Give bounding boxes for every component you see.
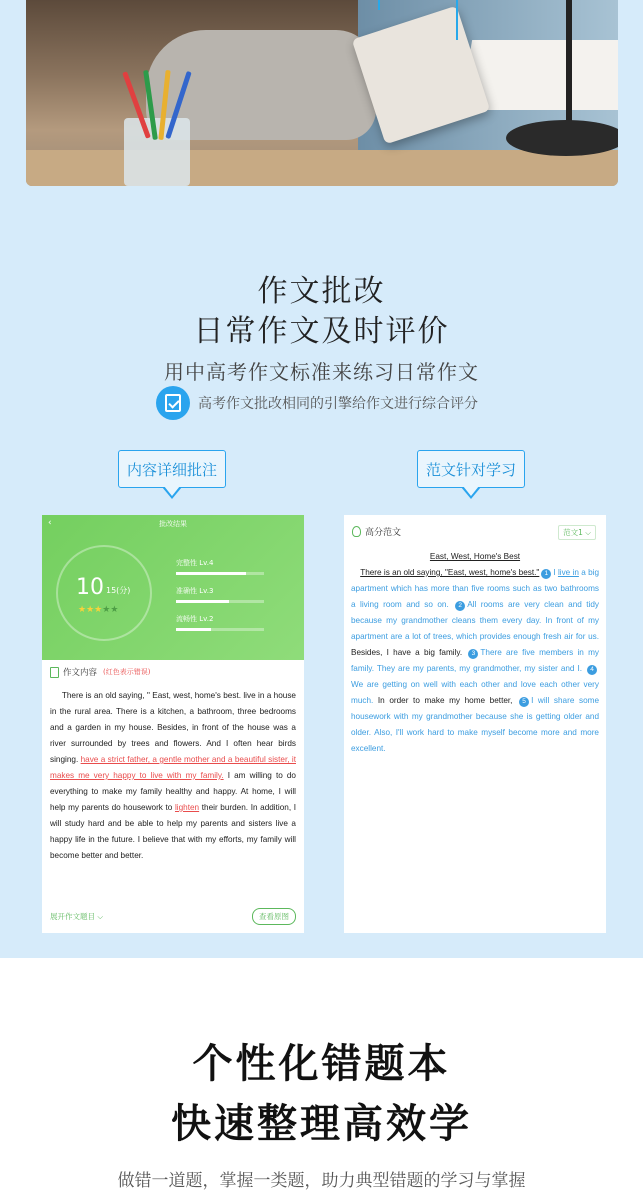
back-icon[interactable]: ‹ xyxy=(48,518,52,528)
feature-text: 高考作文批改相同的引擎给作文进行综合评分 xyxy=(198,396,478,412)
metric-label: 完整性 Lv.4 xyxy=(176,559,214,567)
section2-subtitle: 做错一道题，掌握一类题，助力典型错题的学习与掌握 xyxy=(117,1171,526,1191)
model-essay-header: 高分范文 xyxy=(352,525,401,538)
bubble-annotation: 内容详细批注 xyxy=(118,450,226,488)
annotation-marker[interactable]: 4 xyxy=(587,665,597,675)
annotation-marker[interactable]: 1 xyxy=(541,569,551,579)
score-max: 15(分) xyxy=(106,586,131,595)
chevron-down-icon: ⌵ xyxy=(97,912,104,921)
content-title: 作文内容 xyxy=(63,668,98,678)
content-header xyxy=(50,666,296,678)
essay-title: East, West, Home's Best xyxy=(429,552,521,561)
grading-result-screen xyxy=(42,515,304,933)
content-note: (红色表示错误) xyxy=(103,668,151,676)
section2-title-line1: 个性化错题本 xyxy=(192,1041,451,1087)
metric-bar xyxy=(176,572,264,575)
feature-row xyxy=(156,386,478,420)
section-subtitle: 用中高考作文标准来练习日常作文 xyxy=(164,360,479,384)
check-doc-icon xyxy=(156,386,190,420)
star-icon: ★ xyxy=(94,605,103,615)
model-essay-screen xyxy=(344,515,606,933)
error-highlight[interactable]: lighten xyxy=(174,803,200,812)
metric-bar xyxy=(176,628,264,631)
star-icon: ★ xyxy=(86,605,95,615)
expand-topic-link[interactable]: 展开作文题目 ⌵ xyxy=(50,912,104,921)
metric-label: 准确性 Lv.3 xyxy=(176,587,214,595)
section-title-line2: 日常作文及时评价 xyxy=(193,314,450,349)
section-title-line1: 作文批改 xyxy=(257,274,386,309)
bulb-icon xyxy=(352,526,361,537)
bubble-model-essay: 范文针对学习 xyxy=(417,450,525,488)
hero-photo xyxy=(26,0,618,186)
model-essay-text: East, West, Home's Best There is an old saying, "East, west, home's best." 1 I live in a big apartment which has more than five rooms such as two bathrooms a living room and so on. 2 All rooms are very clean and tidy because my grandmother cleans them every day. In front of my apartment are a lot of trees, which provides enough fresh air for us. Besides, I have a big family. 3 There are five members in my family. They are my parents, my grandmother, my sister and I. 4We are getting on well with each other and love each other very much. In order to make my home better, 5 I will share some housework with my grandmother because she is getting older and older. Also, I'll work hard to make myself become more and more excellent. xyxy=(351,549,599,757)
essay-text: There is an old saying, " East, west, home's best. live in a house in the rural area. There is a kitchen, a bathroom, three bedrooms and a garden in my house. Besides, in front of the house was a river surrounded by trees and flowers. And I often hear birds singing. have a strict father, a gentle mother and a beautiful sister, it makes me very happy to live with my family. I am willing to do everything to make my family healthy and happy. At home, I will help my parents do housework to lighten their burden. In addition, I will study hard and be able to help my parents and sisters live a happy life in the future. I believe that with my efforts, my family will become better and better. xyxy=(50,691,296,860)
star-icon: ★ xyxy=(102,605,111,615)
score-panel xyxy=(42,515,304,660)
annotation-marker[interactable]: 5 xyxy=(519,697,529,707)
document-icon xyxy=(50,667,59,678)
error-highlight[interactable]: have a strict father, a gentle mother and a beautiful sister, it makes me very happy to live with my family. xyxy=(50,755,296,780)
screen-header: 批改结果 xyxy=(159,520,187,528)
view-original-button[interactable]: 查看原图 xyxy=(252,908,296,925)
star-icon: ★ xyxy=(78,605,87,615)
annotation-marker[interactable]: 2 xyxy=(455,601,465,611)
metric-bar xyxy=(176,600,264,603)
annotation-marker[interactable]: 3 xyxy=(468,649,478,659)
metric-label: 流畅性 Lv.2 xyxy=(176,615,214,623)
score-value: 10 xyxy=(76,575,104,600)
score-ring xyxy=(56,545,152,641)
star-icon: ★ xyxy=(110,605,119,615)
star-rating xyxy=(78,605,118,615)
section2-title-line2: 快速整理高效学 xyxy=(171,1101,472,1147)
essay-selector[interactable]: 范文1 ⌵ xyxy=(558,525,596,540)
